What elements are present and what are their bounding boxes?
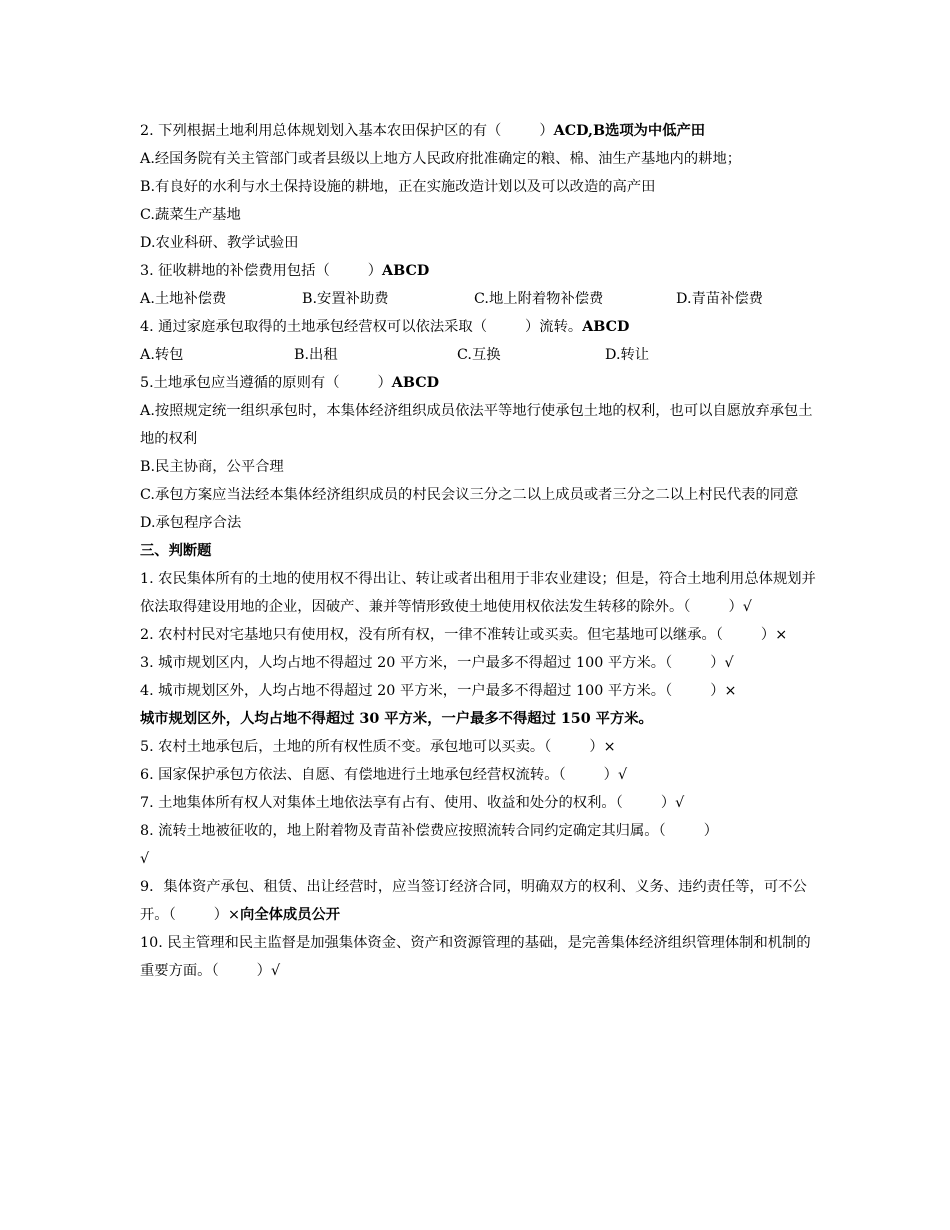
tf-item-7: 7. 土地集体所有权人对集体土地依法享有占有、使用、收益和处分的权利。（ ）√	[140, 795, 685, 811]
answer-note: 向全体成员公开	[240, 907, 341, 923]
answer: ABCD	[382, 263, 430, 279]
option-d: D.转让	[605, 347, 650, 363]
option-d: D.承包程序合法	[140, 515, 242, 531]
tf-item-9: 9．集体资产承包、租赁、出让经营时，应当签订经济合同，明确双方的权利、义务、违约责任等，可不公开。（ ）×向全体成员公开	[140, 879, 807, 923]
check-mark: √	[742, 599, 752, 615]
answer: ABCD	[582, 319, 630, 335]
option-c: C.蔬菜生产基地	[140, 207, 241, 223]
answer: ACD,B选项为中低产田	[553, 123, 706, 139]
tf-item-8: 8. 流转土地被征收的，地上附着物及青苗补偿费应按照流转合同约定确定其归属。（ ） √	[140, 823, 719, 867]
tf-item-5: 5. 农村土地承包后，土地的所有权性质不变。承包地可以买卖。（ ）×	[140, 739, 616, 755]
document-page	[140, 117, 820, 985]
check-mark: √	[617, 767, 628, 783]
cross-mark: ×	[228, 907, 241, 923]
tf-item-2: 2. 农村村民对宅基地只有使用权，没有所有权，一律不准转让或买卖。但宅基地可以继承。（ ）×	[140, 627, 788, 643]
option-a: A.土地补偿费	[140, 291, 227, 307]
option-a: A.按照规定统一组织承包时，本集体经济组织成员依法平等地行使承包土地的权利，也可以自愿放弃承包土地的权利	[140, 403, 813, 447]
section-heading: 三、判断题	[140, 543, 212, 559]
question-4: 4. 通过家庭承包取得的土地承包经营权可以依法采取（ ）流转。ABCD	[140, 319, 630, 335]
option-a: A.经国务院有关主管部门或者县级以上地方人民政府批准确定的粮、棉、油生产基地内的耕地；	[140, 151, 742, 167]
option-b: B.出租	[294, 347, 338, 363]
question-2: 2. 下列根据土地利用总体规划划入基本农田保护区的有（ ）ACD,B选项为中低产田	[140, 123, 706, 139]
cross-mark: ×	[775, 627, 788, 643]
tf-item-4: 4. 城市规划区外，人均占地不得超过 20 平方米，一户最多不得超过 100 平方米。（ ）×	[140, 683, 737, 699]
option-b: B.安置补助费	[302, 291, 389, 307]
tf-item-3: 3. 城市规划区内，人均占地不得超过 20 平方米，一户最多不得超过 100 平方米。（ ）√	[140, 655, 734, 671]
option-b: B.民主协商，公平合理	[140, 459, 284, 475]
answer: ABCD	[391, 375, 440, 391]
tf-item-1: 1. 农民集体所有的土地的使用权不得出让、转让或者出租用于非农业建设；但是，符合土地利用总体规划并依法取得建设用地的企业，因破产、兼并等情形致使土地使用权依法发生转移的除外。（ ）√	[140, 571, 816, 615]
check-mark: √	[675, 795, 685, 811]
tf-item-4-correction: 城市规划区外，人均占地不得超过 30 平方米，一户最多不得超过 150 平方米。	[140, 711, 653, 727]
option-b: B.有良好的水利与水土保持设施的耕地，正在实施改造计划以及可以改造的高产田	[140, 179, 656, 195]
option-c: C.地上附着物补偿费	[474, 291, 604, 307]
options-row	[140, 341, 820, 369]
check-mark: √	[270, 963, 281, 979]
tf-item-6: 6. 国家保护承包方依法、自愿、有偿地进行土地承包经营权流转。（ ）√	[140, 767, 628, 783]
question-5: 5.土地承包应当遵循的原则有（ ）ABCD	[140, 375, 440, 391]
options-row	[140, 285, 820, 313]
tf-item-10: 10. 民主管理和民主监督是加强集体资金、资产和资源管理的基础，是完善集体经济组织管理体制和机制的重要方面。（ ）√	[140, 935, 811, 979]
option-c: C.互换	[457, 347, 501, 363]
option-d: D.青苗补偿费	[676, 291, 763, 307]
cross-mark: ×	[603, 739, 616, 755]
question-3: 3. 征收耕地的补偿费用包括（ ）ABCD	[140, 263, 430, 279]
option-c: C.承包方案应当法经本集体经济组织成员的村民会议三分之二以上成员或者三分之二以上村民代表的同意	[140, 487, 799, 503]
check-mark: √	[140, 851, 150, 867]
option-d: D.农业科研、教学试验田	[140, 235, 299, 251]
option-a: A.转包	[140, 347, 184, 363]
check-mark: √	[724, 655, 734, 671]
cross-mark: ×	[724, 683, 737, 699]
